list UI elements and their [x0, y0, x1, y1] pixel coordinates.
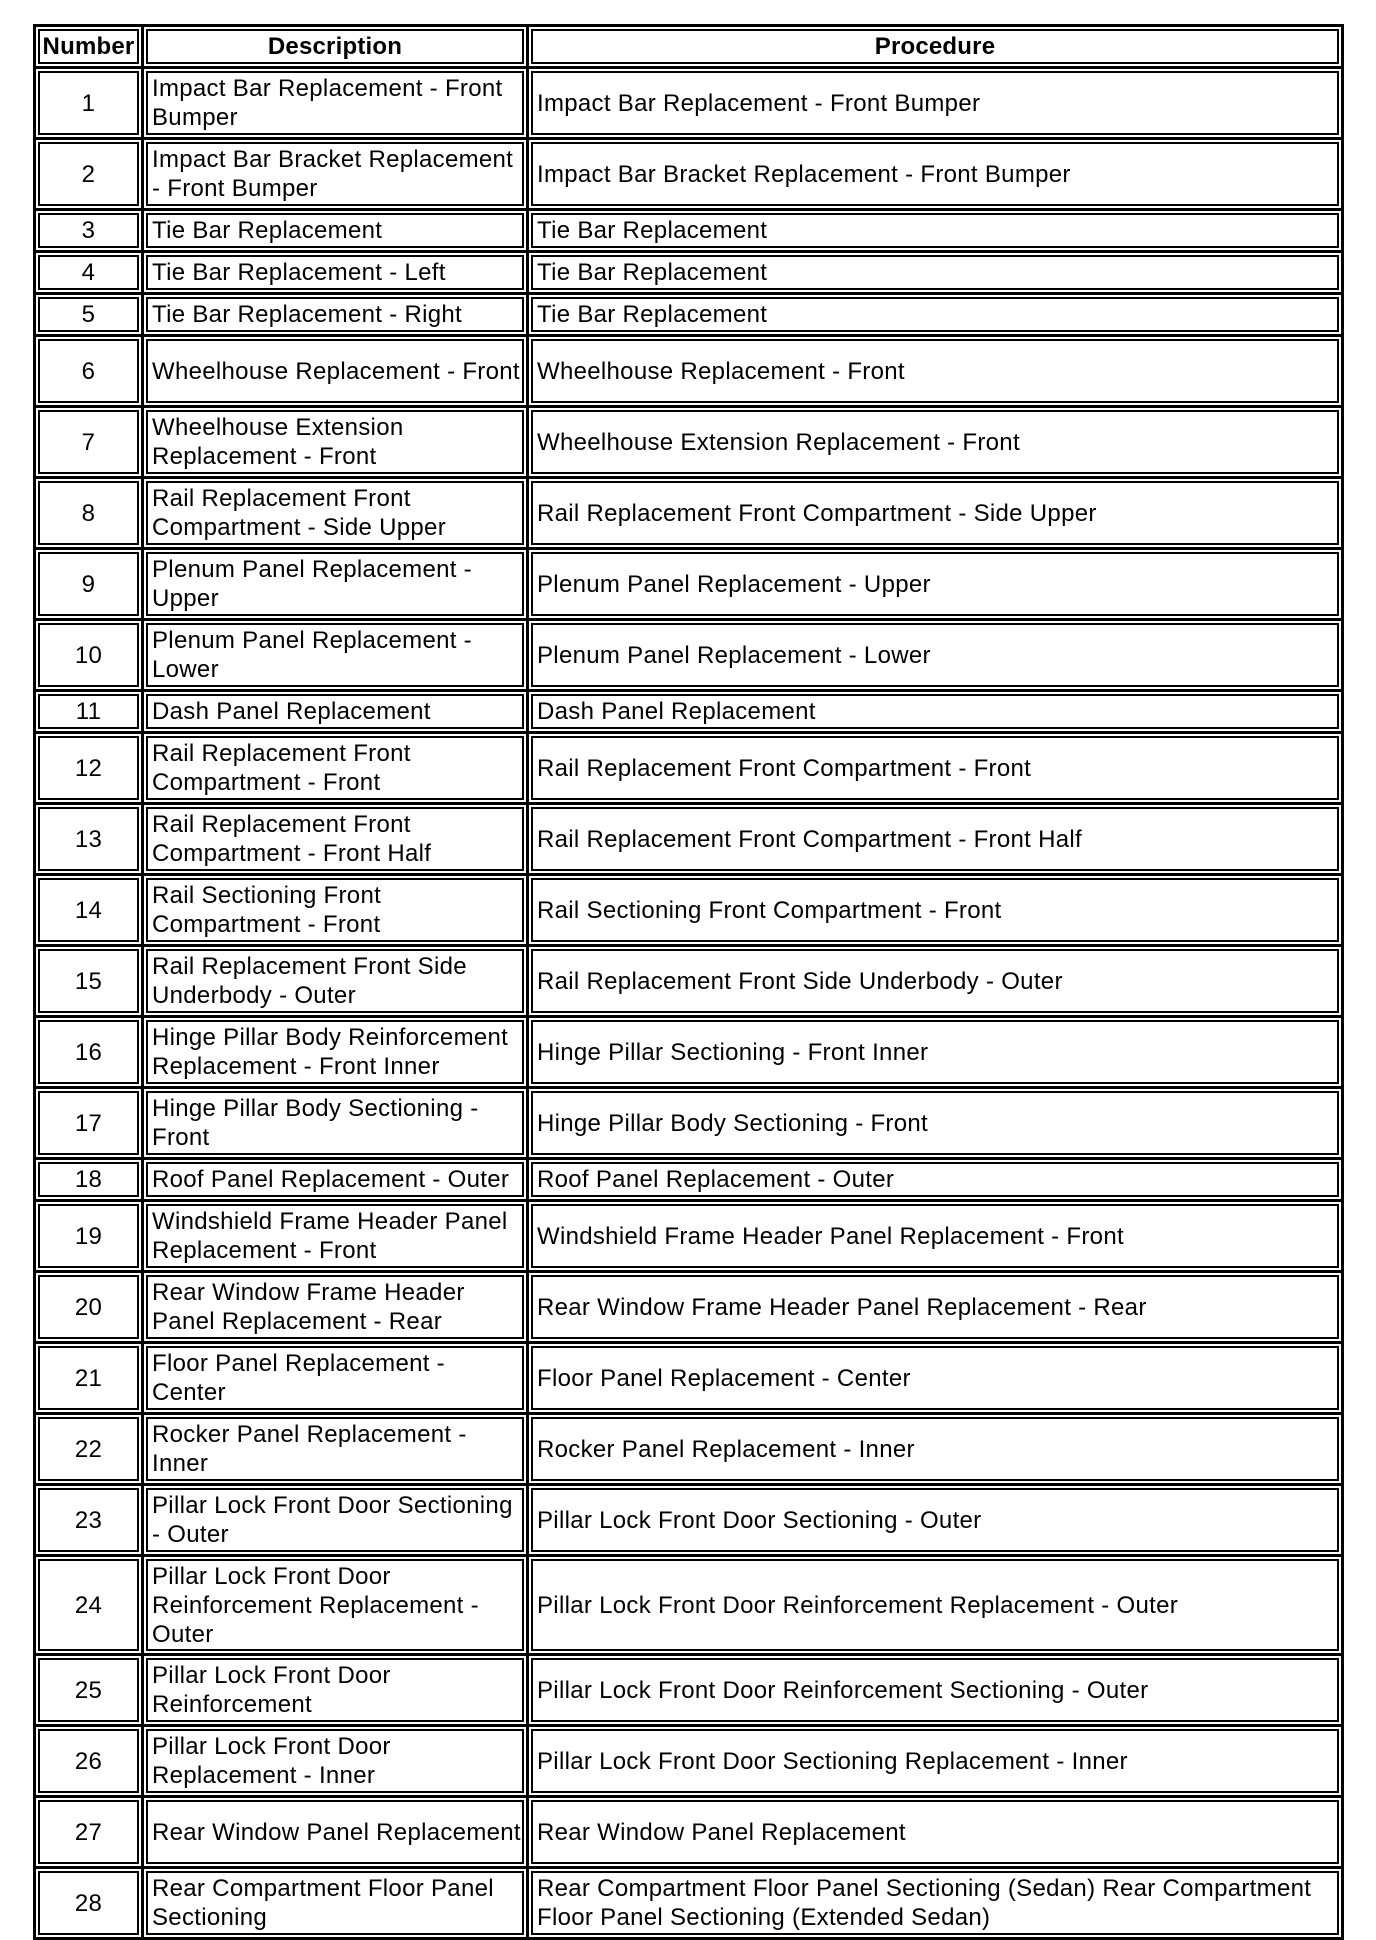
row-procedure-cell: Pillar Lock Front Door Reinforcement Sectioning - Outer [529, 1656, 1344, 1727]
row-number-cell: 10 [36, 621, 144, 692]
table-row [36, 253, 1344, 295]
row-procedure-cell: Windshield Frame Header Panel Replacement - Front [529, 1202, 1344, 1273]
table-row [36, 1727, 1344, 1798]
table-header [36, 27, 1344, 69]
row-procedure-cell: Pillar Lock Front Door Sectioning - Outer [529, 1486, 1344, 1557]
row-description-cell: Rail Replacement Front Side Underbody - Outer [144, 947, 529, 1018]
row-description-cell: Pillar Lock Front Door Replacement - Inner [144, 1727, 529, 1798]
row-procedure-cell: Wheelhouse Replacement - Front [529, 337, 1344, 408]
row-description-cell: Rear Window Panel Replacement [144, 1798, 529, 1869]
table-row [36, 479, 1344, 550]
row-description-cell: Pillar Lock Front Door Reinforcement [144, 1656, 529, 1727]
table-row [36, 734, 1344, 805]
row-number-cell: 20 [36, 1273, 144, 1344]
row-procedure-cell: Rail Sectioning Front Compartment - Front [529, 876, 1344, 947]
row-description-cell: Impact Bar Replacement - Front Bumper [144, 69, 529, 140]
row-procedure-cell: Plenum Panel Replacement - Lower [529, 621, 1344, 692]
row-description-cell: Pillar Lock Front Door Reinforcement Replacement - Outer [144, 1557, 529, 1656]
table-body [36, 69, 1344, 1940]
row-procedure-cell: Rail Replacement Front Side Underbody - Outer [529, 947, 1344, 1018]
table-row [36, 621, 1344, 692]
row-number-cell: 5 [36, 295, 144, 337]
table-row [36, 1160, 1344, 1202]
row-number-cell: 25 [36, 1656, 144, 1727]
procedures-table [33, 24, 1344, 1940]
row-procedure-cell: Hinge Pillar Body Sectioning - Front [529, 1089, 1344, 1160]
row-description-cell: Roof Panel Replacement - Outer [144, 1160, 529, 1202]
row-description-cell: Rail Replacement Front Compartment - Side Upper [144, 479, 529, 550]
row-number-cell: 15 [36, 947, 144, 1018]
table-row [36, 876, 1344, 947]
row-number-cell: 12 [36, 734, 144, 805]
row-number-cell: 17 [36, 1089, 144, 1160]
row-description-cell: Windshield Frame Header Panel Replacement - Front [144, 1202, 529, 1273]
table-row [36, 1798, 1344, 1869]
table-row [36, 337, 1344, 408]
table-row [36, 692, 1344, 734]
row-description-cell: Plenum Panel Replacement - Lower [144, 621, 529, 692]
row-number-cell: 11 [36, 692, 144, 734]
row-procedure-cell: Dash Panel Replacement [529, 692, 1344, 734]
row-number-cell: 8 [36, 479, 144, 550]
row-procedure-cell: Tie Bar Replacement [529, 295, 1344, 337]
row-procedure-cell: Roof Panel Replacement - Outer [529, 1160, 1344, 1202]
table-row [36, 1486, 1344, 1557]
row-procedure-cell: Rail Replacement Front Compartment - Side Upper [529, 479, 1344, 550]
row-number-cell: 21 [36, 1344, 144, 1415]
table-row [36, 211, 1344, 253]
row-procedure-cell: Tie Bar Replacement [529, 211, 1344, 253]
row-number-cell: 14 [36, 876, 144, 947]
row-description-cell: Pillar Lock Front Door Sectioning - Outer [144, 1486, 529, 1557]
table-row [36, 1202, 1344, 1273]
row-number-cell: 1 [36, 69, 144, 140]
row-number-cell: 24 [36, 1557, 144, 1656]
row-procedure-cell: Floor Panel Replacement - Center [529, 1344, 1344, 1415]
row-number-cell: 7 [36, 408, 144, 479]
row-procedure-cell: Rail Replacement Front Compartment - Front [529, 734, 1344, 805]
row-procedure-cell: Rear Window Panel Replacement [529, 1798, 1344, 1869]
row-procedure-cell: Wheelhouse Extension Replacement - Front [529, 408, 1344, 479]
column-header-number: Number [36, 27, 144, 69]
column-header-procedure: Procedure [529, 27, 1344, 69]
table-row [36, 1089, 1344, 1160]
row-procedure-cell: Pillar Lock Front Door Sectioning Replacement - Inner [529, 1727, 1344, 1798]
table-row [36, 1656, 1344, 1727]
row-procedure-cell: Hinge Pillar Sectioning - Front Inner [529, 1018, 1344, 1089]
row-description-cell: Rocker Panel Replacement - Inner [144, 1415, 529, 1486]
table-row [36, 1557, 1344, 1656]
row-description-cell: Impact Bar Bracket Replacement - Front Bumper [144, 140, 529, 211]
row-number-cell: 4 [36, 253, 144, 295]
row-procedure-cell: Rear Compartment Floor Panel Sectioning (Sedan) Rear Compartment Floor Panel Sectioning (Extended Sedan) [529, 1869, 1344, 1940]
row-procedure-cell: Pillar Lock Front Door Reinforcement Replacement - Outer [529, 1557, 1344, 1656]
row-procedure-cell: Plenum Panel Replacement - Upper [529, 550, 1344, 621]
table-row [36, 69, 1344, 140]
row-procedure-cell: Tie Bar Replacement [529, 253, 1344, 295]
row-description-cell: Rail Sectioning Front Compartment - Front [144, 876, 529, 947]
row-description-cell: Tie Bar Replacement [144, 211, 529, 253]
row-description-cell: Hinge Pillar Body Reinforcement Replacement - Front Inner [144, 1018, 529, 1089]
row-description-cell: Plenum Panel Replacement - Upper [144, 550, 529, 621]
table-row [36, 550, 1344, 621]
table-row [36, 1273, 1344, 1344]
row-description-cell: Rear Window Frame Header Panel Replacement - Rear [144, 1273, 529, 1344]
table-row [36, 295, 1344, 337]
row-number-cell: 27 [36, 1798, 144, 1869]
header-row [36, 27, 1344, 69]
row-description-cell: Wheelhouse Extension Replacement - Front [144, 408, 529, 479]
row-number-cell: 28 [36, 1869, 144, 1940]
row-number-cell: 23 [36, 1486, 144, 1557]
row-procedure-cell: Rear Window Frame Header Panel Replacement - Rear [529, 1273, 1344, 1344]
row-number-cell: 26 [36, 1727, 144, 1798]
row-description-cell: Floor Panel Replacement - Center [144, 1344, 529, 1415]
column-header-description: Description [144, 27, 529, 69]
table-row [36, 1018, 1344, 1089]
row-description-cell: Tie Bar Replacement - Left [144, 253, 529, 295]
row-number-cell: 22 [36, 1415, 144, 1486]
row-procedure-cell: Rail Replacement Front Compartment - Front Half [529, 805, 1344, 876]
row-number-cell: 18 [36, 1160, 144, 1202]
row-number-cell: 19 [36, 1202, 144, 1273]
table-row [36, 408, 1344, 479]
row-procedure-cell: Rocker Panel Replacement - Inner [529, 1415, 1344, 1486]
table-row [36, 1344, 1344, 1415]
table-row [36, 1869, 1344, 1940]
row-description-cell: Tie Bar Replacement - Right [144, 295, 529, 337]
table-row [36, 805, 1344, 876]
row-description-cell: Wheelhouse Replacement - Front [144, 337, 529, 408]
table-row [36, 140, 1344, 211]
table-row [36, 947, 1344, 1018]
row-description-cell: Rail Replacement Front Compartment - Front [144, 734, 529, 805]
row-number-cell: 6 [36, 337, 144, 408]
row-procedure-cell: Impact Bar Replacement - Front Bumper [529, 69, 1344, 140]
row-description-cell: Rear Compartment Floor Panel Sectioning [144, 1869, 529, 1940]
row-description-cell: Rail Replacement Front Compartment - Front Half [144, 805, 529, 876]
row-number-cell: 2 [36, 140, 144, 211]
row-description-cell: Dash Panel Replacement [144, 692, 529, 734]
row-description-cell: Hinge Pillar Body Sectioning - Front [144, 1089, 529, 1160]
row-number-cell: 13 [36, 805, 144, 876]
procedures-table-container [33, 24, 1341, 1940]
row-number-cell: 16 [36, 1018, 144, 1089]
table-row [36, 1415, 1344, 1486]
row-procedure-cell: Impact Bar Bracket Replacement - Front Bumper [529, 140, 1344, 211]
row-number-cell: 3 [36, 211, 144, 253]
row-number-cell: 9 [36, 550, 144, 621]
